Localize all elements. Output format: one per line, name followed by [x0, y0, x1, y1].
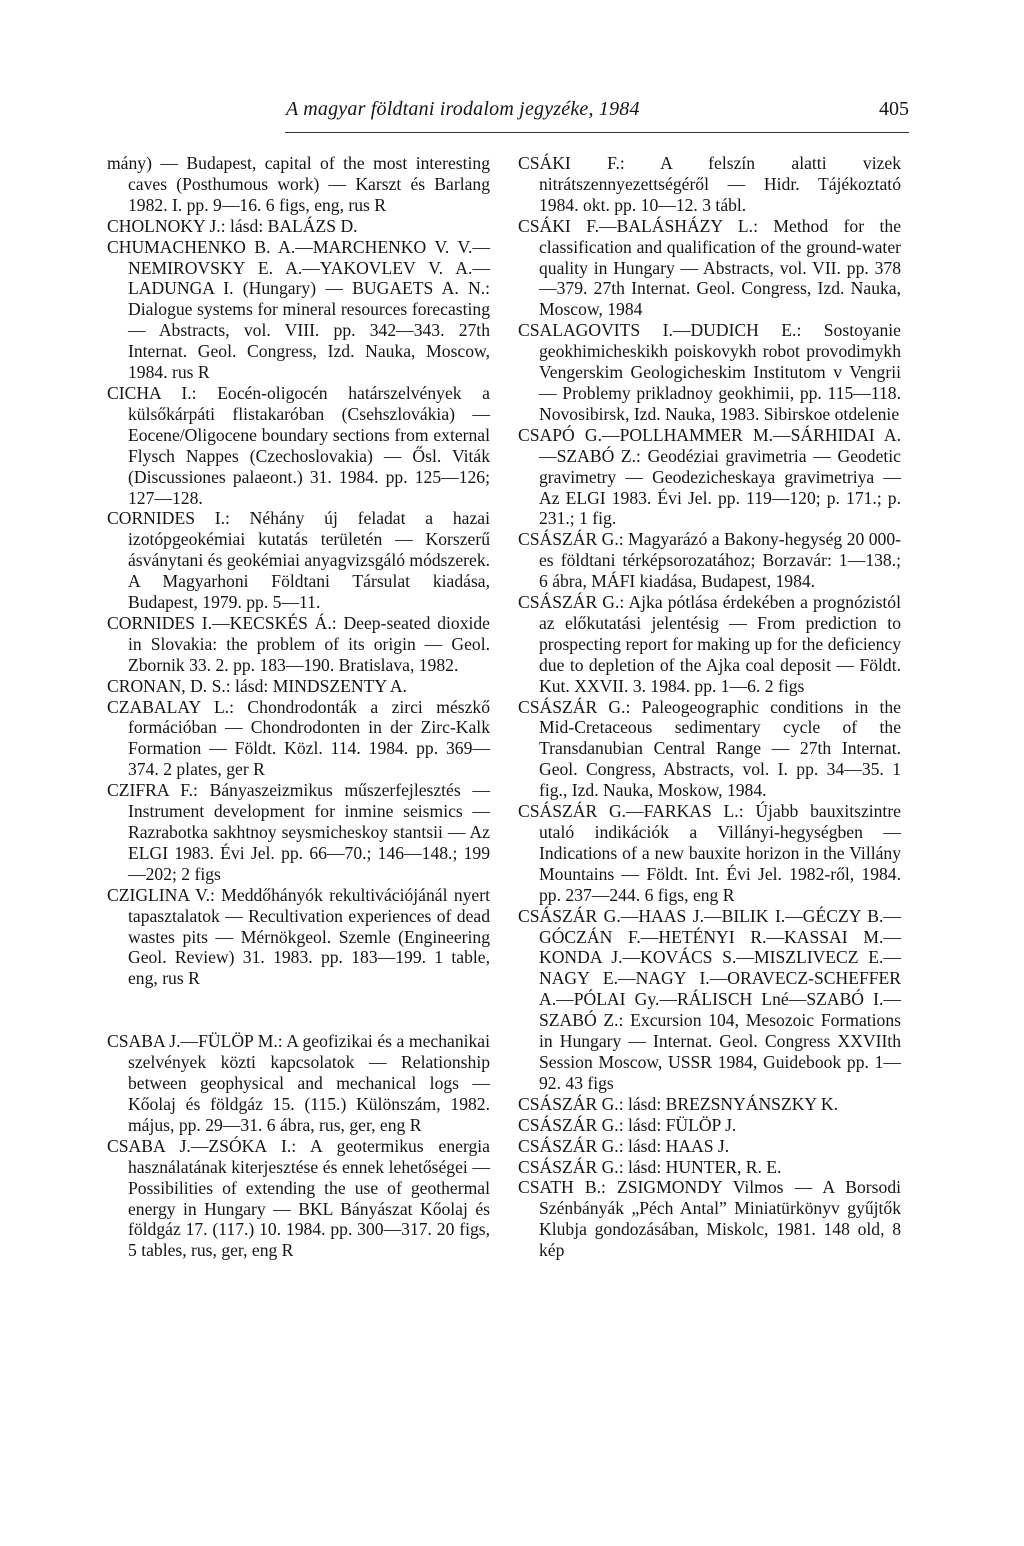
page-number: 405: [879, 98, 909, 120]
bibliography-entry: CRONAN, D. S.: lásd: MINDSZENTY A.: [107, 675, 407, 696]
bibliography-entry: CSÁSZÁR G.: lásd: BREZSNYÁNSZKY K.: [518, 1093, 838, 1114]
bibliography-entry: CSÁSZÁR G.: lásd: HUNTER, R. E.: [518, 1156, 782, 1177]
bibliography-entry: CHUMACHENKO B. A.—MARCHENKO V. V.—NEMIROVSKY E. A.—YAKOVLEV V. A.—LADUNGA I. (Hungary) — BUGAETS A. N.: Dialogue systems for mineral resources forecasting — Abstracts, vol. VIII. pp. 342—343. 27th Internat. Geol. Congress, Izd. Nauka, Moscow, 1984. rus R: [107, 236, 490, 383]
left-column: [107, 153, 490, 1261]
bibliography-entry: CORNIDES I.: Néhány új feladat a hazai izotópgeokémiai kutatás területén — Korszerű ásványtani és geokémiai anyagvizsgáló módszerek. A Magyarhoni Földtani Társulat kiadása, Budapest, 1979. pp. 5—11.: [107, 508, 491, 613]
bibliography-entry: CZIGLINA V.: Meddőhányók rekultivációjánál nyert tapasztalatok — Recultivation experiences of dead wastes pits — Mérnökgeol. Szemle (Engineering Geol. Review) 31. 1983. pp. 183—199. 1 table, eng, rus R: [107, 884, 490, 989]
bibliography-entry: CSABA J.—FÜLÖP M.: A geofizikai és a mechanikai szelvények közti kapcsolatok — Relationship between geophysical and mechanical logs — Kőolaj és földgáz 15. (115.) Különszám, 1982. május, pp. 29—31. 6 ábra, rus, ger, eng R: [107, 1031, 490, 1135]
bibliography-entry: CHOLNOKY J.: lásd: BALÁZS D.: [107, 215, 358, 236]
right-column: [518, 153, 901, 1261]
bibliography-entry: mány) — Budapest, capital of the most interesting caves (Posthumous work) — Karszt és Barlang 1982. I. pp. 9—16. 6 figs, eng, rus R: [107, 153, 490, 215]
bibliography-entry: CORNIDES I.—KECSKÉS Á.: Deep-seated dioxide in Slovakia: the problem of its origin — Geol. Zbornik 33. 2. pp. 183—190. Bratislava, 1982.: [107, 612, 490, 675]
bibliography-entry: CSATH B.: ZSIGMONDY Vilmos — A Borsodi Szénbányák „Péch Antal” Miniatürkönyv gyűjtők Klubja gondozásában, Miskolc, 1981. 148 old, 8 kép: [518, 1177, 901, 1261]
bibliography-entry: CSÁSZÁR G.: Magyarázó a Bakony-hegység 20 000-es földtani térképsorozatához; Borzavár: 1—138.; 6 ábra, MÁFI kiadása, Budapest, 1984.: [518, 529, 901, 592]
bibliography-entry: CZIFRA F.: Bányaszeizmikus műszerfejlesztés — Instrument development for inmine seismics — Razrabotka sakhtnoy seysmicheskoy stantsii — Az ELGI 1983. Évi Jel. pp. 66—70.; 146—148.; 199—202; 2 figs: [107, 780, 490, 884]
bibliography-entry: CSÁSZÁR G.: lásd: FÜLÖP J.: [518, 1114, 737, 1135]
bibliography-entry: CZABALAY L.: Chondrodonták a zirci mészkő formációban — Chondrodonten in der Zirc-Kalk Formation — Földt. Közl. 114. 1984. pp. 369—374. 2 plates, ger R: [107, 696, 490, 780]
bibliography-entry: CSÁKI F.—BALÁSHÁZY L.: Method for the classification and qualification of the ground-water quality in Hungary — Abstracts, vol. VII. pp. 378—379. 27th Internat. Geol. Congress, Izd. Nauka, Moscow, 1984: [518, 215, 901, 320]
bibliography-entry: CSÁSZÁR G.: Ajka pótlása érdekében a prognózistól az előkutatási jelentésig — From prediction to prospecting report for making up for the deficiency due to depletion of the Ajka coal deposit — Földt. Kut. XXVII. 3. 1984. pp. 1—6. 2 figs: [518, 592, 901, 696]
bibliography-entry: CSÁSZÁR G.: Paleogeographic conditions in the Mid-Cretaceous sedimentary cycle of the Transdanubian Central Range — 27th Internat. Geol. Congress, Abstracts, vol. I. pp. 34—35. 1 fig., Izd. Nauka, Moskow, 1984.: [518, 696, 901, 801]
running-header-title: A magyar földtani irodalom jegyzéke, 1984: [286, 98, 640, 120]
bibliography-entry: CSÁSZÁR G.—FARKAS L.: Újabb bauxitszintre utaló indikációk a Villányi-hegységben — Indications of a new bauxite horizon in the Villány Mountains — Földt. Int. Évi Jel. 1982-ről, 1984. pp. 237—244. 6 figs, eng R: [518, 801, 901, 905]
header-rule: [285, 132, 909, 133]
bibliography-entry: CSABA J.—ZSÓKA I.: A geotermikus energia használatának kiterjesztése és ennek lehetőségei — Possibilities of extending the use of geothermal energy in Hungary — BKL Bányászat Kőolaj és földgáz 17. (117.) 10. 1984. pp. 300—317. 20 figs, 5 tables, rus, ger, eng R: [107, 1135, 490, 1261]
bibliography-entry: CSAPÓ G.—POLLHAMMER M.—SÁRHIDAI A.—SZABÓ Z.: Geodéziai gravimetria — Geodetic gravimetry — Geodezicheskaya gravimetriya — Az ELGI 1983. Évi Jel. pp. 119—120; p. 171.; p. 231.; 1 fig.: [518, 424, 901, 529]
bibliography-entry: CSÁSZÁR G.: lásd: HAAS J.: [518, 1135, 730, 1156]
bibliography-entry: CSÁSZÁR G.—HAAS J.—BILIK I.—GÉCZY B.—GÓCZÁN F.—HETÉNYI R.—KASSAI M.—KONDA J.—KOVÁCS S.—MISZLIVECZ E.—NAGY E.—NAGY I.—ORAVECZ-SCHEFFER A.—PÓLAI Gy.—RÁLISCH Lné—SZABÓ I.—SZABÓ Z.: Excursion 104, Mesozoic Formations in Hungary — Internat. Geol. Congress XXVIIth Session Moscow, USSR 1984, Guidebook pp. 1—92. 43 figs: [518, 905, 901, 1093]
bibliography-entry: CSALAGOVITS I.—DUDICH E.: Sostoyanie geokhimicheskikh poiskovykh robot provodimykh Vengerskim Geologicheskim Institutom v Vengrii — Problemy prikladnoy geokhimii, pp. 115—118. Novosibirsk, Izd. Nauka, 1983. Sibirskoe otdelenie: [518, 320, 901, 424]
bibliography-entry: CSÁKI F.: A felszín alatti vizek nitrátszennyezettségéről — Hidr. Tájékoztató 1984. okt. pp. 10—12. 3 tábl.: [518, 153, 901, 215]
bibliography-entry: CICHA I.: Eocén-oligocén határszelvények a külsőkárpáti flistakaróban (Csehszlovákia) — Eocene/Oligocene boundary sections from external Flysch Nappes (Czechoslovakia) — Ősl. Viták (Discussiones palaeont.) 31. 1984. pp. 125—126; 127—128.: [107, 382, 490, 508]
